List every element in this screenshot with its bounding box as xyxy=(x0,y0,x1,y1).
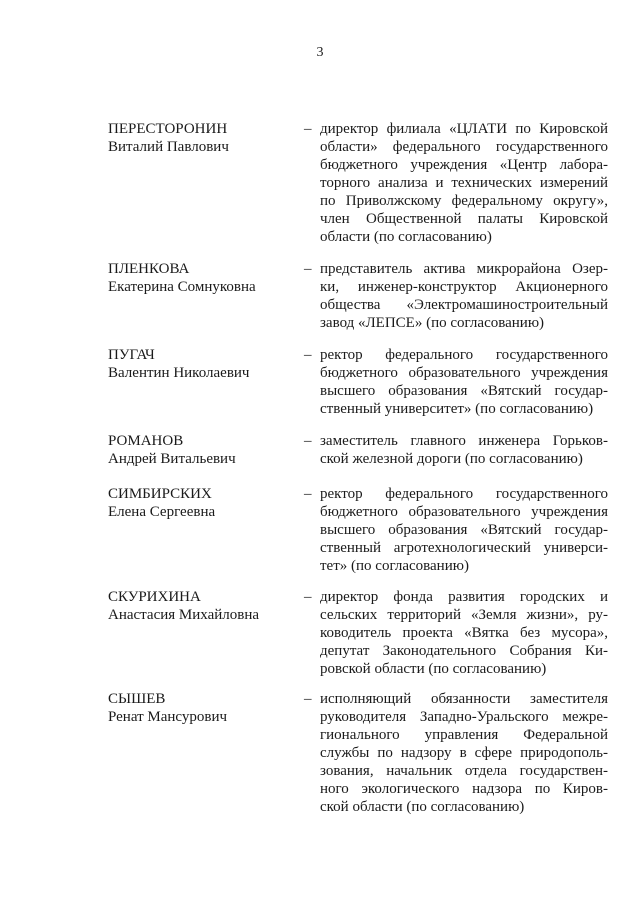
position-line: заместитель главного инженера Горьков- xyxy=(320,433,608,449)
member-name xyxy=(108,346,298,382)
position-line: бюджетного образовательного учреждения xyxy=(320,504,608,520)
position-line: ки, инженер-конструктор Акционерного xyxy=(320,279,608,295)
position-line: ного экологического надзора по Киров- xyxy=(320,781,608,797)
position-line: области» федерального государственного xyxy=(320,139,608,155)
position-line: исполняющий обязанности заместителя xyxy=(320,691,608,707)
position-line: торного анализа и технических измерений xyxy=(320,175,608,191)
position-line: общества «Электромашиностроительный xyxy=(320,297,608,313)
member-surname: ПЕРЕСТОРОНИН xyxy=(108,121,228,137)
position-line: директор фонда развития городских и xyxy=(320,589,608,605)
member-position xyxy=(320,485,608,575)
position-line: области (по согласованию) xyxy=(320,229,492,245)
position-line: высшего образования «Вятский государ- xyxy=(320,522,608,538)
member-name xyxy=(108,120,298,156)
position-line: депутат Законодательного Собрания Ки- xyxy=(320,643,608,659)
dash-separator: – xyxy=(304,261,312,277)
position-line: ственный агротехнологический универси- xyxy=(320,540,608,556)
member-name xyxy=(108,432,298,468)
member-surname: СЫШЕВ xyxy=(108,691,166,707)
member-given-name: Елена Сергеевна xyxy=(108,504,216,520)
member-name xyxy=(108,260,298,296)
position-line: директор филиала «ЦЛАТИ по Кировской xyxy=(320,121,608,137)
position-line: сельских территорий «Земля жизни», ру- xyxy=(320,607,608,623)
member-name xyxy=(108,485,298,521)
position-line: тет» (по согласованию) xyxy=(320,558,469,574)
dash-separator: – xyxy=(304,589,312,605)
position-line: ководитель проекта «Вятка без мусора», xyxy=(320,625,608,641)
dash-separator: – xyxy=(304,347,312,363)
position-line: службы по надзору в сфере природополь- xyxy=(320,745,608,761)
position-line: ровской области (по согласованию) xyxy=(320,661,547,677)
member-given-name: Анастасия Михайловна xyxy=(108,607,260,623)
member-given-name: Валентин Николаевич xyxy=(108,365,250,381)
member-given-name: Екатерина Сомнуковна xyxy=(108,279,256,295)
position-line: бюджетного образовательного учреждения xyxy=(320,365,608,381)
member-position xyxy=(320,588,608,678)
dash-separator: – xyxy=(304,121,312,137)
member-name xyxy=(108,588,298,624)
position-line: ской железной дороги (по согласованию) xyxy=(320,451,583,467)
member-surname: ПЛЕНКОВА xyxy=(108,261,190,277)
position-line: высшего образования «Вятский государ- xyxy=(320,383,608,399)
dash-separator: – xyxy=(304,486,312,502)
member-name xyxy=(108,690,298,726)
member-surname: РОМАНОВ xyxy=(108,433,184,449)
position-line: ректор федерального государственного xyxy=(320,347,608,363)
position-line: по Приволжскому федеральному округу», xyxy=(320,193,608,209)
member-position xyxy=(320,690,608,816)
dash-separator: – xyxy=(304,691,312,707)
position-line: член Общественной палаты Кировской xyxy=(320,211,608,227)
member-given-name: Ренат Мансурович xyxy=(108,709,228,725)
position-line: ственный университет» (по согласованию) xyxy=(320,401,594,417)
member-position xyxy=(320,260,608,332)
member-given-name: Виталий Павлович xyxy=(108,139,229,155)
member-given-name: Андрей Витальевич xyxy=(108,451,236,467)
position-line: ректор федерального государственного xyxy=(320,486,608,502)
position-line: гионального управления Федеральной xyxy=(320,727,608,743)
position-line: руководителя Западно-Уральского межре- xyxy=(320,709,608,725)
position-line: представитель актива микрорайона Озер- xyxy=(320,261,608,277)
page-number: 3 xyxy=(316,45,324,60)
dash-separator: – xyxy=(304,433,312,449)
position-line: завод «ЛЕПСЕ» (по согласованию) xyxy=(320,315,545,331)
member-position xyxy=(320,120,608,246)
position-line: зования, начальник отдела государствен- xyxy=(320,763,608,779)
position-line: бюджетного учреждения «Центр лабора- xyxy=(320,157,608,173)
position-line: ской области (по согласованию) xyxy=(320,799,525,815)
member-position xyxy=(320,346,608,418)
member-surname: СИМБИРСКИХ xyxy=(108,486,212,502)
member-surname: ПУГАЧ xyxy=(108,347,155,363)
member-surname: СКУРИХИНА xyxy=(108,589,201,605)
member-position xyxy=(320,432,608,468)
